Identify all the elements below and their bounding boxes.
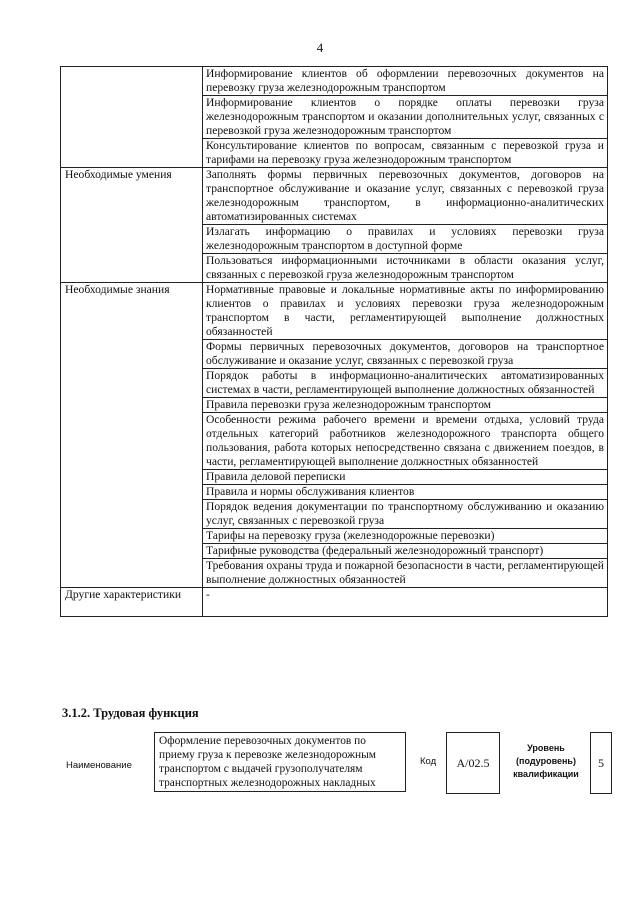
table-cell: Особенности режима рабочего времени и времени отдыха, условий труда отдельных категорий работников железнодорожного транспорта общего пользования, работа которых непосредственно связана с движением поездов, в части, регламентирующей выполнение должностных обязанностей	[203, 413, 608, 470]
code-label: Код	[420, 756, 437, 767]
table-cell: -	[203, 588, 608, 617]
table-cell: Нормативные правовые и локальные нормативные акты по информированию клиентов о правилах и условиях перевозки груза железнодорожным транспортом в части, регламентирующей выполнение должностных обязанностей	[203, 283, 608, 340]
table-cell: Информирование клиентов о порядке оплаты перевозки груза железнодорожным транспортом и оказании дополнительных услуг, связанных с перевозкой груза железнодорожным транспортом	[203, 96, 608, 139]
row-label: Необходимые знания	[61, 283, 203, 588]
table-cell: Тарифные руководства (федеральный железнодорожный транспорт)	[203, 544, 608, 559]
table-cell: Правила перевозки груза железнодорожным транспортом	[203, 398, 608, 413]
table-cell: Тарифы на перевозку груза (железнодорожные перевозки)	[203, 529, 608, 544]
table-row	[61, 168, 608, 225]
section-title: 3.1.2. Трудовая функция	[62, 706, 199, 720]
table-cell: Правила деловой переписки	[203, 470, 608, 485]
row-label	[61, 67, 203, 168]
name-label: Наименование	[66, 760, 132, 771]
table-cell: Консультирование клиентов по вопросам, связанным с перевозкой груза и тарифами на перевозку груза железнодорожным транспортом	[203, 139, 608, 168]
table-cell: Требования охраны труда и пожарной безопасности в части, регламентирующей выполнение должностных обязанностей	[203, 559, 608, 588]
table-cell: Правила и нормы обслуживания клиентов	[203, 485, 608, 500]
table-row	[61, 283, 608, 340]
table-cell: Порядок ведения документации по транспортному обслуживанию и оказанию услуг, связанных с перевозкой груза	[203, 500, 608, 529]
row-label: Необходимые умения	[61, 168, 203, 283]
table-cell: Информирование клиентов об оформлении перевозочных документов на перевозку груза железнодорожным транспортом	[203, 67, 608, 96]
level-label: Уровень (подуровень) квалификации	[513, 743, 579, 779]
table-cell: Порядок работы в информационно-аналитических автоматизированных системах в части, регламентирующей выполнение должностных обязанностей	[203, 369, 608, 398]
level-value: 5	[590, 732, 612, 794]
labor-function-row	[62, 730, 610, 800]
table-row	[61, 588, 608, 617]
row-label: Другие характеристики	[61, 588, 203, 617]
page-number: 4	[316, 40, 324, 55]
table-cell: Заполнять формы первичных перевозочных документов, договоров на транспортное обслуживание и оказание услуг, связанных с перевозкой груза железнодорожным транспортом, в информационно-аналитических автоматизированных системах	[203, 168, 608, 225]
code-value: А/02.5	[446, 732, 500, 794]
competency-table	[60, 66, 608, 617]
table-cell: Пользоваться информационными источниками в области оказания услуг, связанных с перевозкой груза железнодорожным транспортом	[203, 254, 608, 283]
table-cell: Формы первичных перевозочных документов, договоров на транспортное обслуживание и оказание услуг, связанных с перевозкой груза	[203, 340, 608, 369]
name-value: Оформление перевозочных документов по приему груза к перевозке железнодорожным транспортом с выдачей грузополучателям транспортных железнодорожных накладных	[154, 732, 406, 792]
table-cell: Излагать информацию о правилах и условиях перевозки груза железнодорожным транспортом в доступной форме	[203, 225, 608, 254]
table-row	[61, 67, 608, 96]
